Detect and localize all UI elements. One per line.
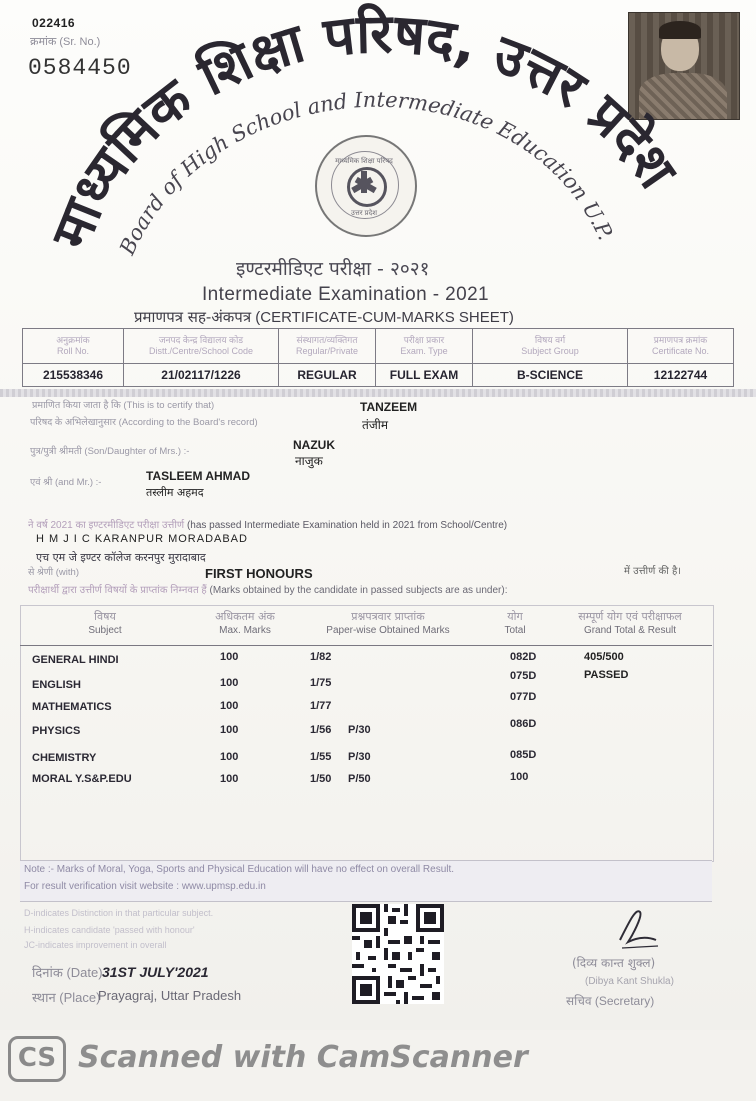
mother-name-hindi: नाजुक bbox=[295, 454, 323, 468]
seal-top-text: माध्यमिक शिक्षा परिषद bbox=[335, 158, 393, 165]
issue-date: 31ST JULY'2021 bbox=[102, 964, 209, 980]
certify-line: प्रमाणित किया जाता है कि (This is to certify that) bbox=[32, 400, 215, 411]
info-header: अनुक्रमांक Roll No. bbox=[23, 329, 124, 364]
info-header: विषय वर्ग Subject Group bbox=[473, 329, 628, 364]
row-subject: CHEMISTRY bbox=[32, 752, 97, 764]
marks-header-grand: सम्पूर्ण योग एवं परीक्षाफल Grand Total & Result bbox=[578, 610, 682, 636]
board-name-english: Board of High School and Intermediate Education U.P. bbox=[115, 87, 618, 259]
subject-group: B-SCIENCE bbox=[473, 364, 628, 387]
row-theory: 1/75 bbox=[310, 677, 332, 689]
school-code: 21/02117/1226 bbox=[124, 364, 279, 387]
serial-number: 0584450 bbox=[28, 55, 132, 81]
exam-title-hindi: इण्टरमीडिएट परीक्षा - २०२१ bbox=[236, 258, 430, 280]
camscanner-logo: CS bbox=[8, 1036, 66, 1082]
row-total: 077D bbox=[510, 691, 537, 703]
legend-line: JC-indicates improvement in overall bbox=[24, 940, 167, 950]
secretary-name-english: (Dibya Kant Shukla) bbox=[585, 976, 674, 987]
certificate-title bbox=[134, 307, 514, 327]
row-max: 100 bbox=[220, 773, 239, 785]
row-total: 075D bbox=[510, 670, 537, 682]
marks-header-max: अधिकतम अंक Max. Marks bbox=[215, 610, 275, 636]
qr-code-icon bbox=[352, 903, 444, 1005]
board-name-hindi: माध्यमिक शिक्षा परिषद, उत्तर प्रदेश bbox=[38, 1, 689, 258]
secretary-name-hindi: (दिव्य कान्त शुक्ल) bbox=[572, 956, 656, 970]
cert-title-hindi: प्रमाणपत्र सह-अंकपत्र bbox=[134, 308, 252, 326]
exam-type: FULL EXAM bbox=[376, 364, 473, 387]
candidate-info-table bbox=[22, 328, 734, 387]
cert-title-english: (CERTIFICATE-CUM-MARKS SHEET) bbox=[255, 309, 514, 326]
note-line: Note :- Marks of Moral, Yoga, Sports and Physical Education will have no effect on overall Result. bbox=[24, 864, 455, 875]
roll-number: 215538346 bbox=[23, 364, 124, 387]
row-total: 100 bbox=[510, 771, 529, 783]
result-status: PASSED bbox=[584, 669, 629, 681]
legend-line: D-indicates Distinction in that particular subject. bbox=[24, 908, 214, 918]
regular-private: REGULAR bbox=[279, 364, 376, 387]
serial-top-number: 022416 bbox=[32, 16, 76, 30]
row-max: 100 bbox=[220, 651, 239, 663]
row-max: 100 bbox=[220, 677, 239, 689]
row-theory: 1/55 bbox=[310, 751, 332, 763]
legend-line: H-indicates candidate 'passed with honour' bbox=[24, 925, 195, 935]
info-header: परीक्षा प्रकार Exam. Type bbox=[376, 329, 473, 364]
date-label: दिनांक (Date) bbox=[32, 965, 103, 980]
certificate-number: 12122744 bbox=[628, 364, 734, 387]
info-header: जनपद केन्द्र विद्यालय कोड Distt./Centre/School Code bbox=[124, 329, 279, 364]
division-tail: में उत्तीर्ण की है। bbox=[624, 566, 682, 577]
mother-label: पुत्र/पुत्री श्रीमती (Son/Daughter of Mrs.) :- bbox=[30, 446, 190, 457]
row-subject: ENGLISH bbox=[32, 679, 81, 691]
marks-header-divider bbox=[20, 645, 712, 646]
grand-total: 405/500 bbox=[584, 651, 624, 663]
record-line: परिषद के अभिलेखानुसार (According to the Board's record) bbox=[30, 417, 258, 428]
row-practical: P/30 bbox=[348, 724, 371, 736]
mother-name-english: NAZUK bbox=[293, 438, 335, 452]
passed-statement: ने वर्ष 2021 का इण्टरमीडिएट परीक्षा उत्तीर्ण (has passed Intermediate Examination held in 2021 from School/Centre) bbox=[28, 520, 508, 531]
place-label: स्थान (Place) bbox=[32, 990, 101, 1005]
row-subject: MORAL Y.S&P.EDU bbox=[32, 773, 132, 785]
board-seal-icon bbox=[315, 135, 417, 237]
row-theory: 1/82 bbox=[310, 651, 332, 663]
row-theory: 1/77 bbox=[310, 700, 332, 712]
row-total: 085D bbox=[510, 749, 537, 761]
school-name-hindi: एच एम जे इण्टर कॉलेज करनपुर मुरादाबाद bbox=[36, 551, 206, 564]
candidate-name-english: TANZEEM bbox=[360, 400, 418, 414]
row-subject: GENERAL HINDI bbox=[32, 654, 119, 666]
marks-header-paperwise: प्रश्नपत्रवार प्राप्तांक Paper-wise Obtained Marks bbox=[326, 610, 450, 636]
father-name-hindi: तस्लीम अहमद bbox=[146, 486, 204, 499]
camscanner-watermark: Scanned with CamScanner bbox=[78, 1040, 528, 1075]
division-value: FIRST HONOURS bbox=[205, 566, 313, 581]
row-theory: 1/56 bbox=[310, 724, 332, 736]
row-total: 082D bbox=[510, 651, 537, 663]
seal-bottom-text: उत्तर प्रदेश bbox=[351, 210, 377, 217]
division-label: से श्रेणी (with) bbox=[28, 567, 79, 578]
row-max: 100 bbox=[220, 700, 239, 712]
row-practical: P/50 bbox=[348, 773, 371, 785]
marks-header-total: योग Total bbox=[504, 610, 526, 636]
marks-header-subject: विषय Subject bbox=[88, 610, 122, 636]
exam-title-english: Intermediate Examination - 2021 bbox=[202, 284, 489, 305]
secretary-title: सचिव (Secretary) bbox=[566, 994, 655, 1008]
father-name-english: TASLEEM AHMAD bbox=[146, 469, 250, 483]
info-header: संस्थागत/व्यक्तिगत Regular/Private bbox=[279, 329, 376, 364]
row-subject: MATHEMATICS bbox=[32, 701, 112, 713]
row-subject: PHYSICS bbox=[32, 725, 81, 737]
row-practical: P/30 bbox=[348, 751, 371, 763]
verification-note: For result verification visit website : www.upmsp.edu.in bbox=[24, 881, 266, 892]
candidate-name-hindi: तंजीम bbox=[362, 418, 389, 432]
marks-intro: परीक्षार्थी द्वारा उत्तीर्ण विषयों के प्राप्तांक निम्नवत हैं (Marks obtained by the candidate in passed subjects are as under): bbox=[28, 585, 508, 596]
school-name-english: H M J I C KARANPUR MORADABAD bbox=[36, 533, 248, 545]
info-header: प्रमाणपत्र क्रमांक Certificate No. bbox=[628, 329, 734, 364]
serial-label: क्रमांक (Sr. No.) bbox=[30, 36, 101, 48]
row-total: 086D bbox=[510, 718, 537, 730]
row-max: 100 bbox=[220, 724, 239, 736]
row-theory: 1/50 bbox=[310, 773, 332, 785]
row-max: 100 bbox=[220, 751, 239, 763]
signature-icon bbox=[612, 902, 662, 954]
decorative-band bbox=[0, 389, 756, 397]
issue-place: Prayagraj, Uttar Pradesh bbox=[98, 988, 242, 1003]
father-label: एवं श्री (and Mr.) :- bbox=[30, 477, 102, 488]
